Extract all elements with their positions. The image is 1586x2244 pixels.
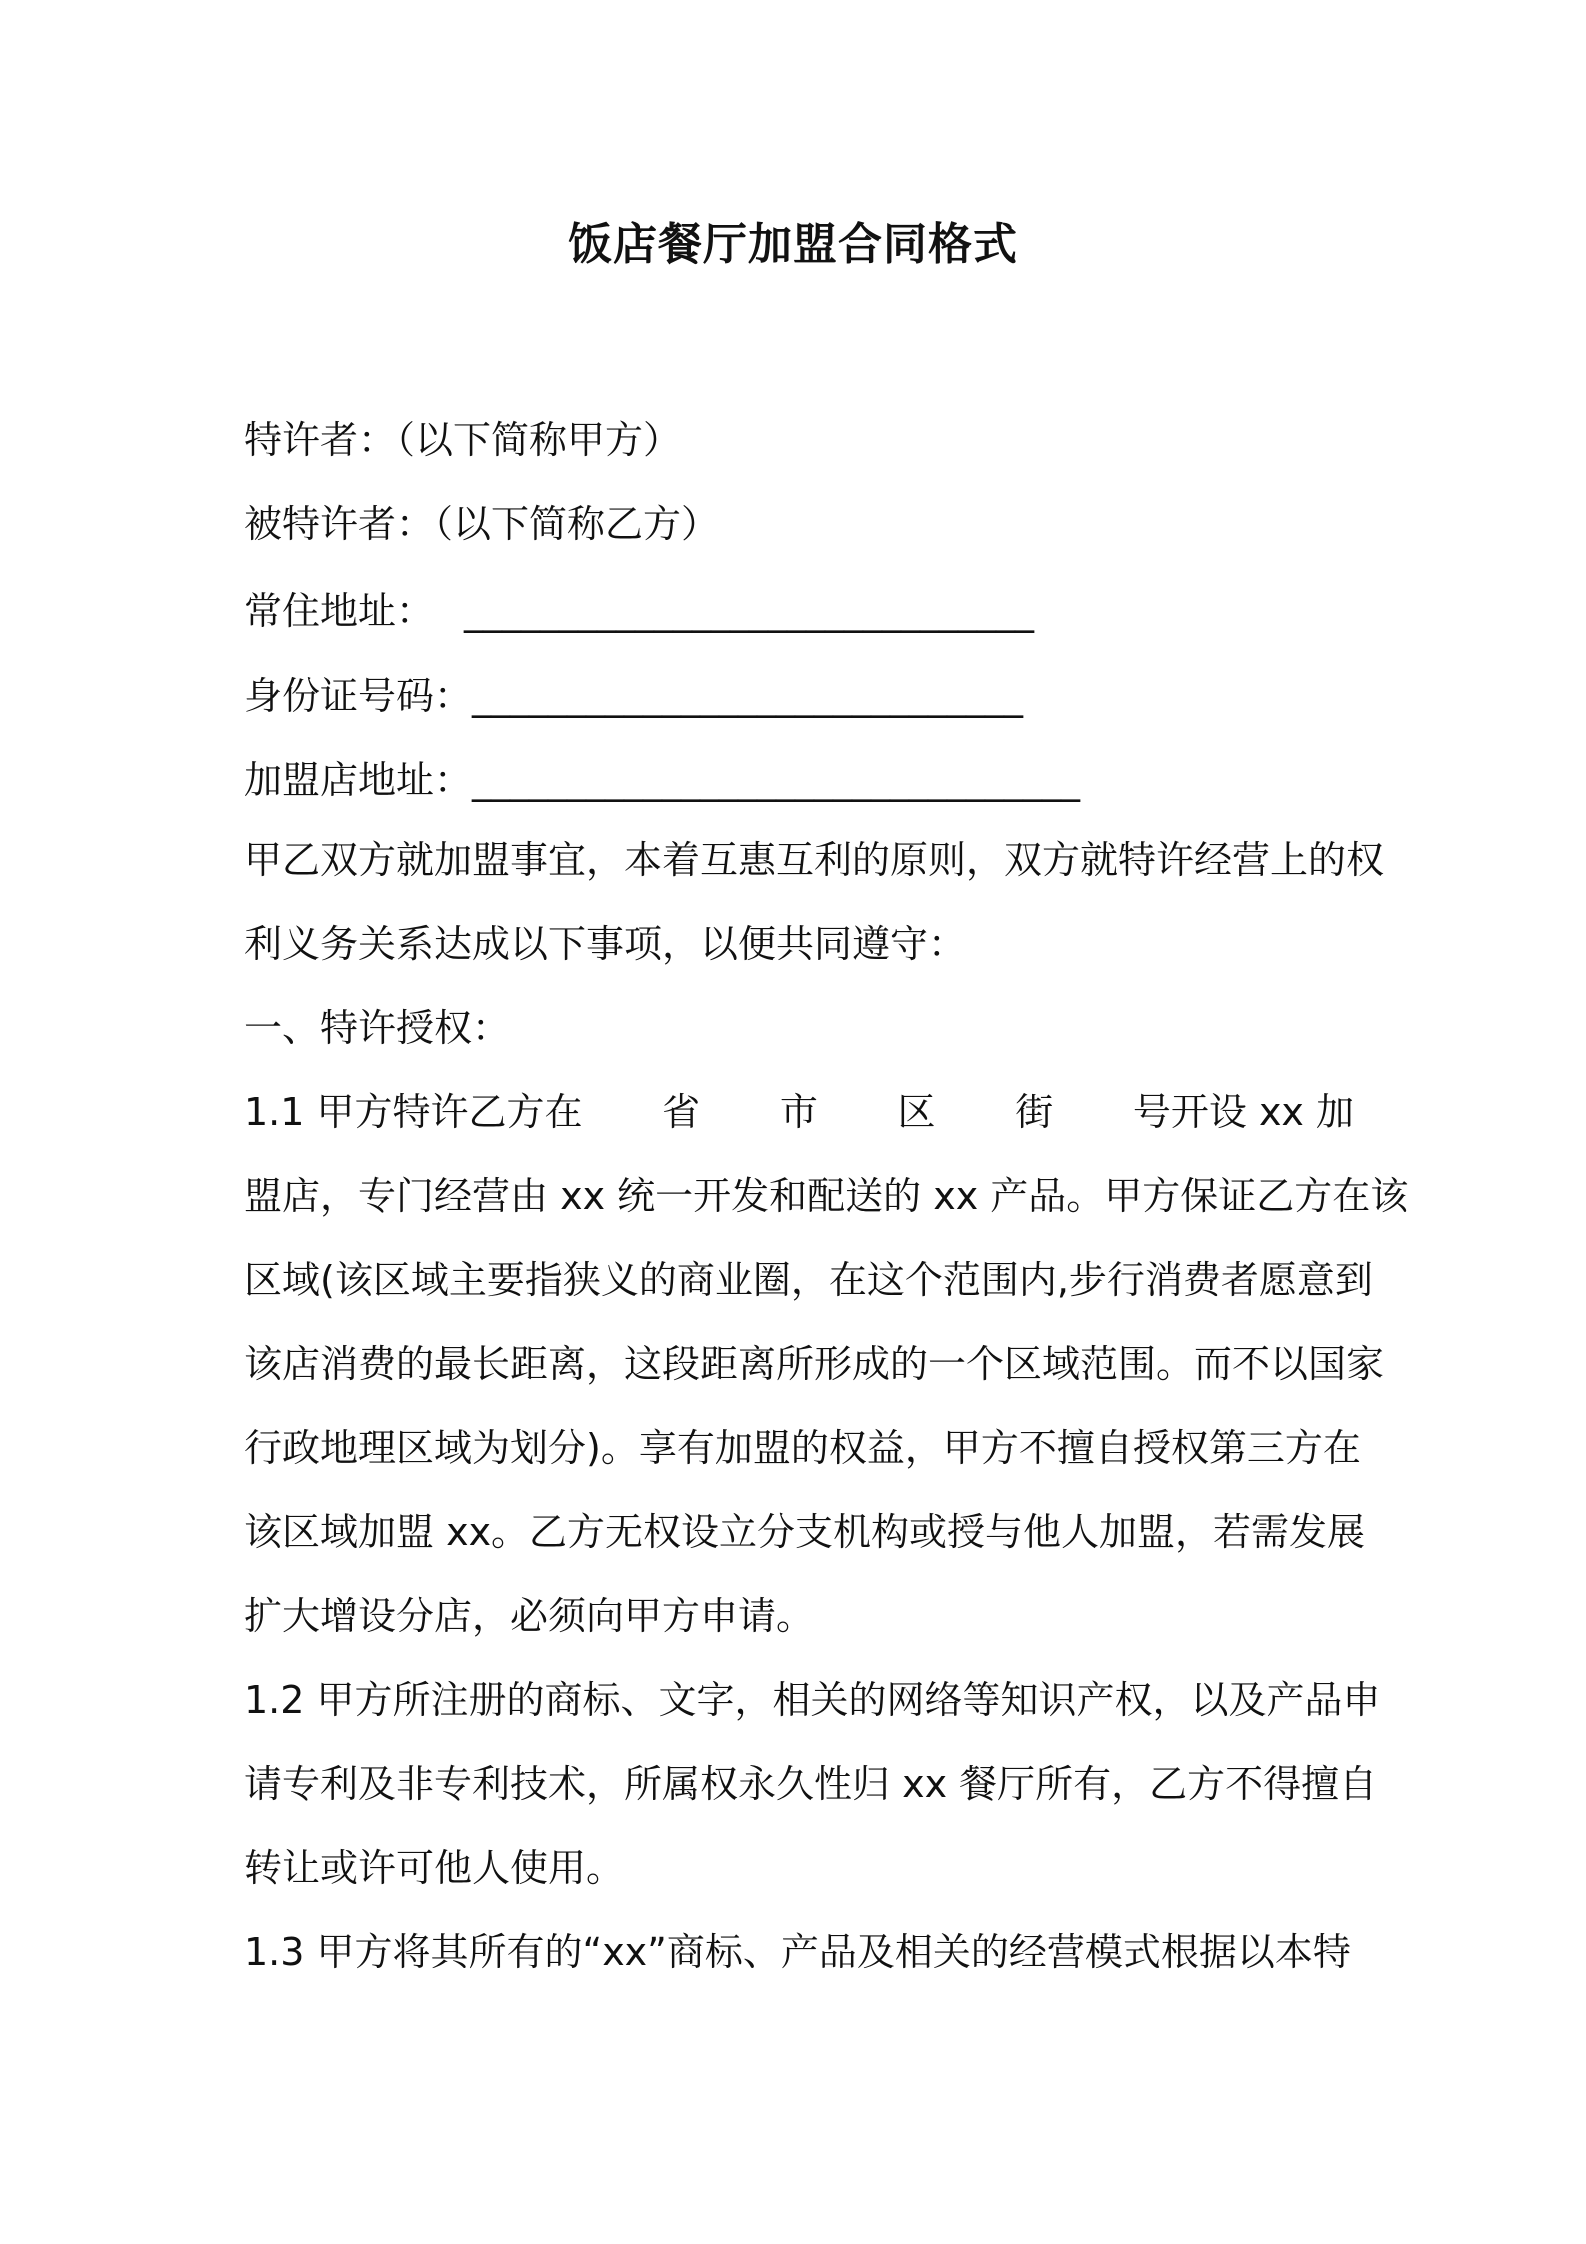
clause-1-2-line-2: 请专利及非专利技术，所属权永久性归 xx 餐厅所有，乙方不得擅自	[244, 1762, 1378, 1806]
section-1-heading: 一、特许授权：	[244, 1006, 511, 1050]
store-address-label: 加盟店地址：	[244, 758, 473, 802]
store-address-blank: ________________________________	[472, 758, 1081, 802]
id-number-blank: _____________________________	[472, 674, 1024, 718]
clause-1-1-line-5: 行政地理区域为划分)。享有加盟的权益，甲方不擅自授权第三方在	[244, 1426, 1361, 1470]
clause-1-1-line-2: 盟店，专门经营由 xx 统一开发和配送的 xx 产品。甲方保证乙方在该	[244, 1174, 1409, 1218]
intro-line-1: 甲乙双方就加盟事宜，本着互惠互利的原则，双方就特许经营上的权	[244, 838, 1385, 882]
residence-field	[244, 585, 1354, 637]
clause-1-1-part-4: 区	[897, 1090, 936, 1134]
clause-1-1-part-5: 街	[1015, 1090, 1054, 1134]
clause-1-3-line-1: 1.3 甲方将其所有的“xx”商标、产品及相关的经营模式根据以本特	[244, 1930, 1351, 1974]
clause-1-2-line-3: 转让或许可他人使用。	[244, 1846, 625, 1890]
clause-1-1-part-3: 市	[779, 1090, 818, 1134]
clause-1-1-line-3: 区域(该区域主要指狭义的商业圈，在这个范围内,步行消费者愿意到	[244, 1258, 1373, 1302]
store-address-field	[244, 754, 1354, 806]
clause-1-1-part-2: 省	[662, 1090, 701, 1134]
clause-1-1-line-1	[244, 1086, 1354, 1138]
residence-label: 常住地址：	[244, 589, 435, 633]
clause-1-1-line-4: 该店消费的最长距离，这段距离所形成的一个区域范围。而不以国家	[244, 1342, 1385, 1386]
franchisor-line: 特许者：（以下简称甲方）	[244, 418, 682, 462]
residence-blank: ______________________________	[464, 589, 1035, 633]
intro-line-2: 利义务关系达成以下事项，以便共同遵守：	[244, 922, 967, 966]
clause-1-2-line-1: 1.2 甲方所注册的商标、文字，相关的网络等知识产权，以及产品申	[244, 1678, 1381, 1722]
clause-1-1-line-7: 扩大增设分店，必须向甲方申请。	[244, 1594, 815, 1638]
clause-1-1-line-6: 该区域加盟 xx。乙方无权设立分支机构或授与他人加盟，若需发展	[244, 1510, 1366, 1554]
id-number-label: 身份证号码：	[244, 674, 473, 718]
id-number-field	[244, 670, 1354, 722]
document-title: 饭店餐厅加盟合同格式	[568, 219, 1018, 270]
clause-1-1-part-1: 1.1 甲方特许乙方在	[244, 1090, 583, 1134]
clause-1-1-part-6: 号开设 xx 加	[1132, 1090, 1354, 1134]
franchisee-line: 被特许者：（以下简称乙方）	[244, 502, 720, 546]
